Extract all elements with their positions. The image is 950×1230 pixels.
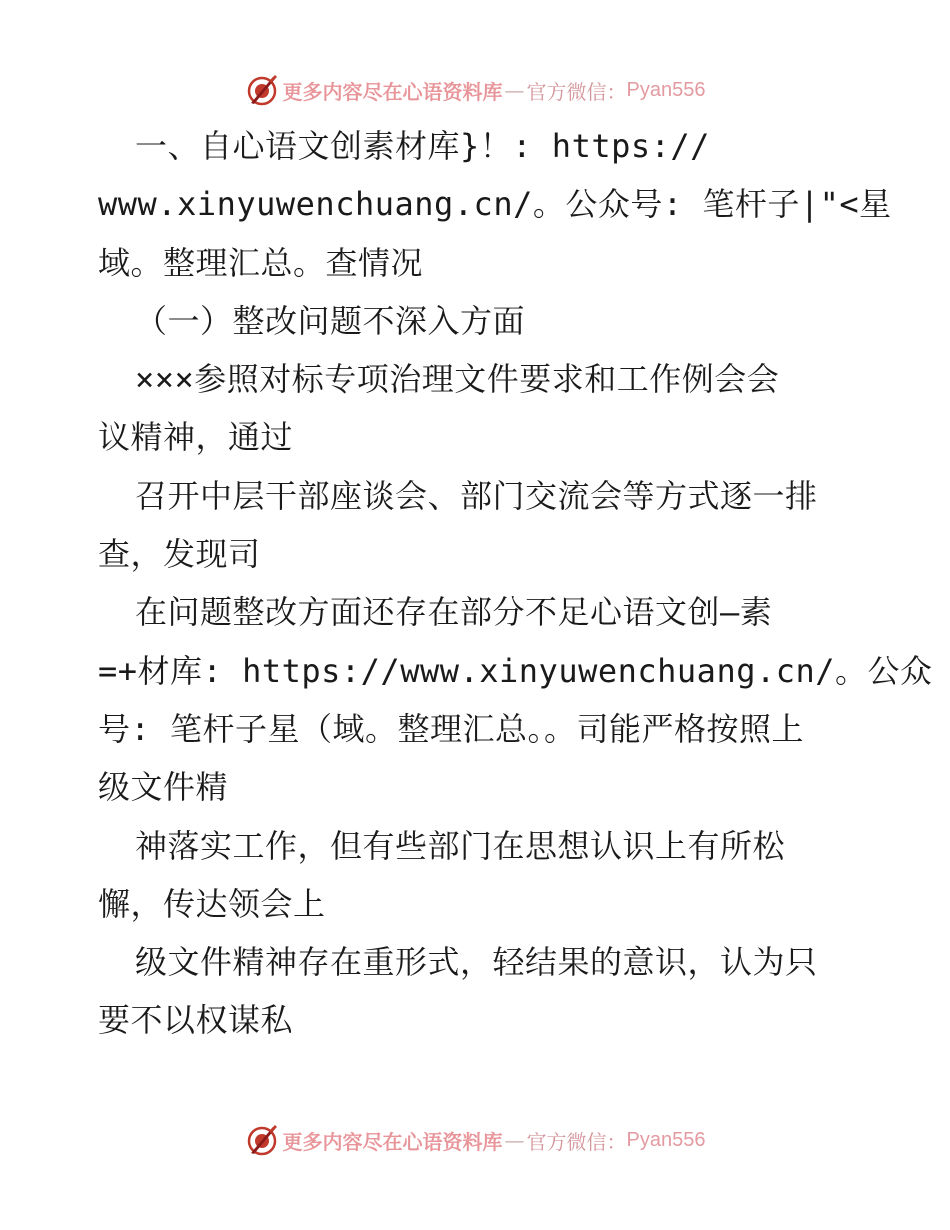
body-line: 要不以权谋私 [98, 1001, 294, 1040]
banner-dash: — [504, 78, 525, 102]
body-line: 查，发现司 [98, 535, 261, 574]
banner-wechat-label: 官方微信： [526, 79, 627, 104]
body-line: 域。整理汇总。查情况 [98, 243, 424, 282]
banner-main-text: 更多内容尽在心语资料库 [282, 1129, 503, 1154]
body-line: 在问题整改方面还存在部分不足心语文创—素 [135, 593, 773, 632]
body-line: www.xinyuwenchuang.cn/。公众号: 笔杆子|"<星 [98, 185, 892, 224]
body-line: 神落实工作，但有些部门在思想认识上有所松 [135, 826, 786, 865]
body-line: 懈，传达领会上 [98, 884, 326, 923]
banner-dash: — [504, 1128, 525, 1152]
section-heading: （一）整改问题不深入方面 [135, 301, 526, 340]
banner-main-text: 更多内容尽在心语资料库 [282, 79, 503, 104]
header-watermark-banner [0, 70, 950, 110]
quill-logo-icon [245, 1123, 279, 1157]
body-line: 级文件精 [98, 768, 229, 807]
banner-wechat-label: 官方微信： [526, 1129, 627, 1154]
footer-watermark-banner [0, 1120, 950, 1160]
quill-logo-icon [245, 73, 279, 107]
body-line: 号: 笔杆子星（域。整理汇总。。司能严格按照上 [98, 709, 805, 748]
body-line: ×××参照对标专项治理文件要求和工作例会会 [135, 360, 780, 399]
body-line: 级文件精神存在重形式，轻结果的意识，认为只 [135, 943, 818, 982]
body-line: 一、自心语文创素材库}！: https:// [135, 127, 710, 165]
banner-wechat-id: Pyan556 [626, 1128, 706, 1151]
body-line: =+材库: https://www.xinyuwenchuang.cn/。公众 [98, 651, 933, 690]
body-line: 议精神，通过 [98, 418, 294, 457]
body-line: 召开中层干部座谈会、部门交流会等方式逐一排 [135, 476, 818, 515]
document-body [98, 117, 933, 1050]
banner-wechat-id: Pyan556 [626, 78, 706, 101]
